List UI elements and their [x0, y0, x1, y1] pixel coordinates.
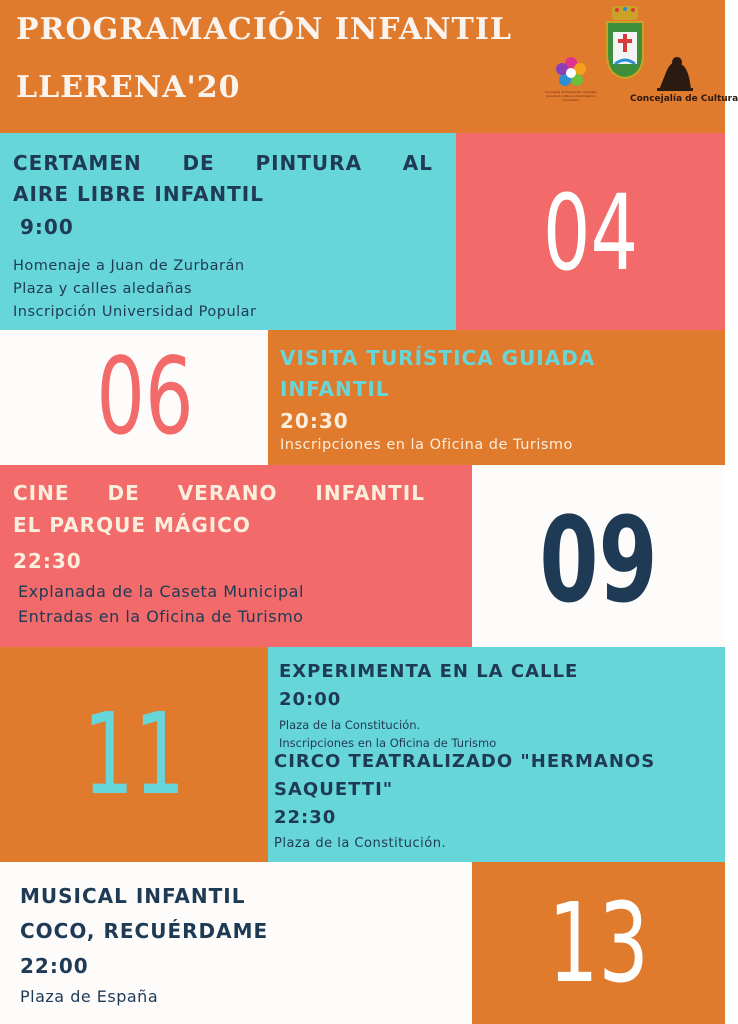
event-11-day-panel — [0, 647, 268, 862]
page-title-line-2: LLERENA'20 — [16, 70, 241, 105]
concejalia-cultura-logo — [655, 54, 695, 92]
event-09-title-line-1: CINE DE VERANO INFANTIL — [13, 481, 425, 505]
event-11b-title-line-1: CIRCO TEATRALIZADO "HERMANOS — [274, 751, 656, 772]
event-04-detail-3: Inscripción Universidad Popular — [13, 304, 257, 320]
event-11-info-panel — [268, 647, 725, 862]
event-09-day-panel — [472, 465, 725, 647]
event-06-title-line-1: VISITA TURÍSTICA GUIADA — [280, 346, 596, 370]
event-06-day-panel — [0, 330, 268, 465]
event-06-detail-1: Inscripciones en la Oficina de Turismo — [280, 437, 573, 453]
header-banner — [0, 0, 738, 133]
event-13-info-panel — [0, 862, 472, 1024]
event-11a-time: 20:00 — [279, 689, 342, 710]
event-11a-title: EXPERIMENTA EN LA CALLE — [279, 661, 579, 682]
event-13-detail-1: Plaza de España — [20, 987, 159, 1006]
event-11a-detail-1: Plaza de la Constitución. — [279, 718, 421, 732]
event-13-time: 22:00 — [20, 954, 89, 978]
event-06-time: 20:30 — [280, 409, 349, 433]
event-06-day-number: 06 — [96, 335, 194, 458]
llerena-coat-of-arms-logo — [604, 4, 646, 80]
event-06-info-panel — [268, 330, 725, 465]
event-11b-detail-1: Plaza de la Constitución. — [274, 836, 447, 851]
event-11b-title-line-2: SAQUETTI" — [274, 779, 394, 800]
event-04-title-line-1: CERTAMEN DE PINTURA AL — [13, 151, 433, 175]
event-09-day-number: 09 — [539, 491, 658, 629]
education-flower-logo — [553, 55, 589, 91]
event-13-title-line-2: COCO, RECUÉRDAME — [20, 919, 269, 943]
event-13-day-panel — [472, 862, 725, 1024]
event-09-detail-1: Explanada de la Caseta Municipal — [18, 582, 304, 601]
event-04-info-panel — [0, 133, 456, 330]
event-13-title-line-1: MUSICAL INFANTIL — [20, 884, 246, 908]
event-04-time: 9:00 — [20, 215, 74, 239]
event-04-day-number: 04 — [542, 172, 639, 294]
event-11-day-number: 11 — [82, 690, 186, 820]
event-09-detail-2: Entradas en la Oficina de Turismo — [18, 607, 304, 626]
event-04-title-line-2: AIRE LIBRE INFANTIL — [13, 182, 264, 206]
event-09-title-line-2: EL PARQUE MÁGICO — [13, 513, 251, 537]
event-13-day-number: 13 — [548, 879, 649, 1007]
page-title-line-1: PROGRAMACIÓN INFANTIL — [16, 12, 512, 47]
event-06-title-line-2: INFANTIL — [280, 377, 390, 401]
event-11b-time: 22:30 — [274, 807, 337, 828]
event-09-info-panel — [0, 465, 472, 647]
concejalia-cultura-caption: Concejalía de Cultura — [630, 94, 738, 104]
event-11a-detail-2: Inscripciones en la Oficina de Turismo — [279, 736, 497, 750]
event-04-detail-1: Homenaje a Juan de Zurbarán — [13, 258, 245, 274]
event-04-detail-2: Plaza y calles aledañas — [13, 281, 193, 297]
event-04-day-panel — [456, 133, 725, 330]
education-logo-caption: Concejalía de Educación, Igualdad, Juventud, Cultura y Participación Ciudadana — [544, 90, 598, 102]
event-09-time: 22:30 — [13, 549, 82, 573]
